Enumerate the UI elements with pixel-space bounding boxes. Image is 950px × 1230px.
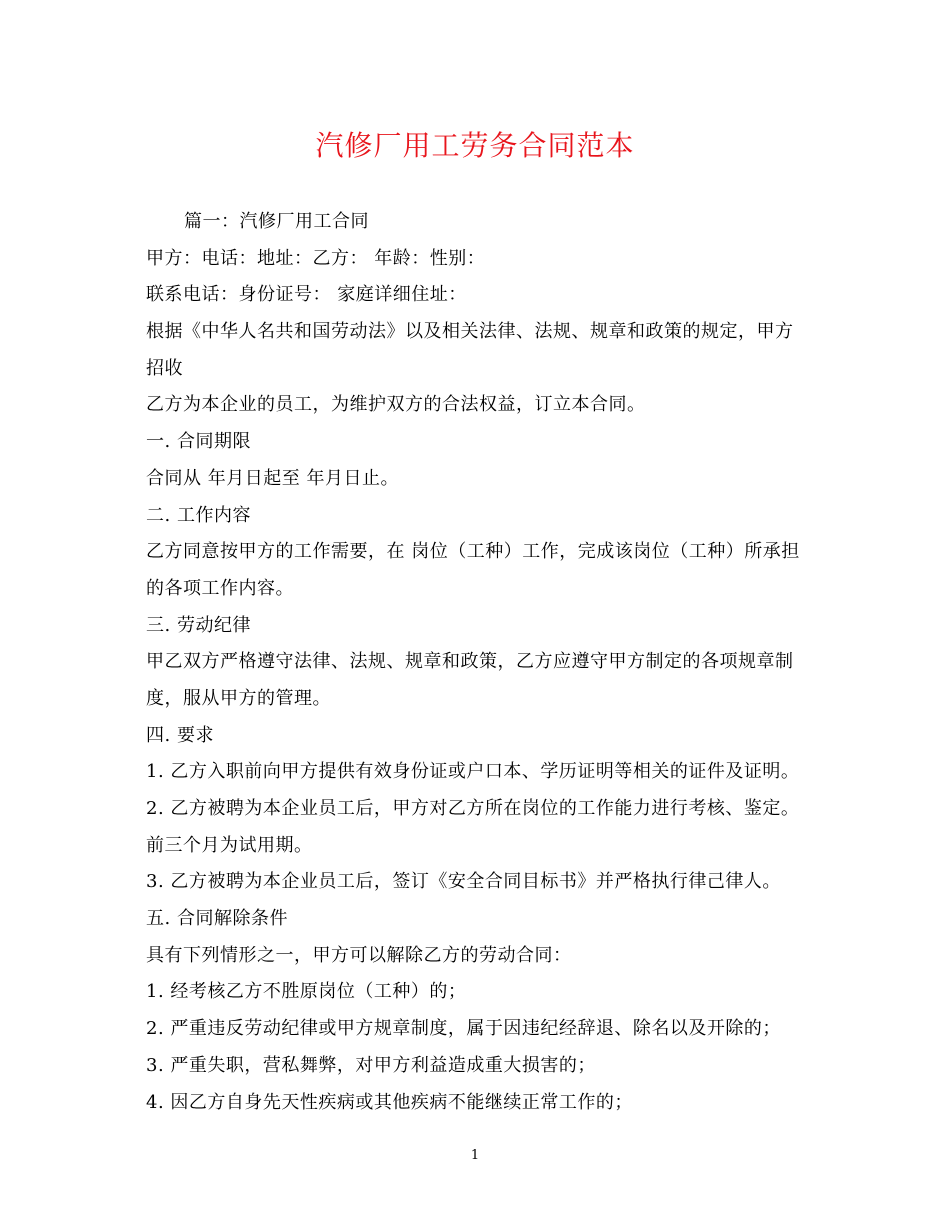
paragraph-line: 招收: [146, 357, 183, 379]
paragraph-line: 前三个月为试用期。: [146, 834, 313, 856]
party-info-line: 甲方：电话：地址：乙方： 年龄：性别：: [146, 247, 486, 269]
paragraph-line: 合同从 年月日起至 年月日止。: [146, 467, 399, 489]
section-heading: 五. 合同解除条件: [146, 908, 288, 930]
section-heading: 一. 合同期限: [146, 431, 251, 453]
paragraph-line: 乙方同意按甲方的工作需要，在 岗位（工种）工作，完成该岗位（工种）所承担: [146, 541, 800, 563]
section-heading-part-one: 篇一：汽修厂用工合同: [184, 211, 369, 232]
paragraph-line: 根据《中华人名共和国劳动法》以及相关法律、法规、规章和政策的规定，甲方: [146, 321, 794, 343]
section-heading: 二. 工作内容: [146, 504, 251, 526]
paragraph-line: 的各项工作内容。: [146, 577, 294, 599]
list-item: 4. 因乙方自身先天性疾病或其他疾病不能继续正常工作的；: [146, 1091, 633, 1113]
list-item: 2. 乙方被聘为本企业员工后，甲方对乙方所在岗位的工作能力进行考核、鉴定。: [146, 798, 800, 819]
list-item: 1. 经考核乙方不胜原岗位（工种）的；: [146, 981, 467, 1003]
list-item: 3. 严重失职，营私舞弊，对甲方利益造成重大损害的；: [146, 1054, 596, 1076]
list-item: 1. 乙方入职前向甲方提供有效身份证或户口本、学历证明等相关的证件及证明。: [146, 761, 800, 783]
contact-info-line: 联系电话：身份证号： 家庭详细住址：: [146, 284, 467, 306]
section-heading: 三. 劳动纪律: [146, 614, 251, 636]
list-item: 2. 严重违反劳动纪律或甲方规章制度，属于因违纪经辞退、除名以及开除的；: [146, 1018, 781, 1040]
paragraph-line: 度，服从甲方的管理。: [146, 687, 331, 709]
document-body: [146, 204, 816, 1121]
document-title: 汽修厂用工劳务合同范本: [315, 129, 635, 162]
section-heading: 四. 要求: [146, 724, 214, 746]
page-number: 1: [470, 1148, 480, 1163]
list-item: 3. 乙方被聘为本企业员工后，签订《安全合同目标书》并严格执行律己律人。: [146, 871, 781, 893]
paragraph-line: 具有下列情形之一，甲方可以解除乙方的劳动合同：: [146, 944, 572, 966]
paragraph-line: 乙方为本企业的员工，为维护双方的合法权益，订立本合同。: [146, 394, 646, 416]
paragraph-line: 甲乙双方严格遵守法律、法规、规章和政策，乙方应遵守甲方制定的各项规章制: [146, 651, 794, 673]
